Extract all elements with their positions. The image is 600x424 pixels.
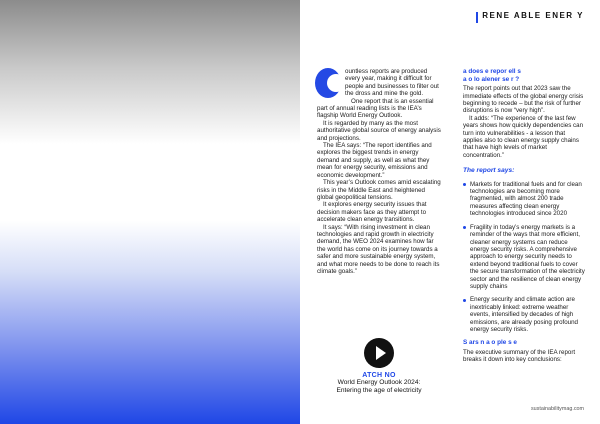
intro-text: ountless reports are produced every year, making it difficult for people and businesses to filter out the dross and mine the gold. [345,68,439,98]
video-title-line1: World Energy Outlook 2024: [337,379,421,386]
intro-paragraph [317,68,442,98]
bullet-icon [463,299,466,302]
play-icon[interactable] [364,338,394,368]
paragraph: The report points out that 2023 saw the immediate effects of the global energy crisis beginning to recede – but the risk of further disruptions is now “very high”. [463,85,584,115]
video-title-line2: Entering the age of electricity [336,387,422,394]
list-item: Markets for traditional fuels and for clean technologies are becoming more fragmented, with almost 200 trade measures affecting clean energy technologies introduced since 2020 [463,181,585,218]
paragraph: It adds: “The experience of the last few years shows how quickly dependencies can turn into vulnerabilities - a lesson that applies also to clean energy supply chains that have high levels of market concentration.” [463,114,584,159]
paragraph: It explores energy security issues that decision makers face as they attempt to accelerate clean energy transitions. [317,201,427,224]
report-says-heading: The report says: [463,167,515,175]
closing-paragraph: The executive summary of the IEA report breaks it down into key conclusions: [463,348,576,364]
paragraph: It says: “With rising investment in clean technologies and rapid growth in electricity demand, the WEO 2024 examines how far the world has come on its journey towards a safer and more sustainable energy system, and what more needs to be done to reach its climate goals.” [317,223,440,275]
paragraph: The IEA says: “The report identifies and explores the biggest trends in energy demand and supply, as well as what they mean for energy security, emissions and economic development.” [317,142,432,179]
watch-now-label[interactable]: ATCH NO [362,372,396,379]
paragraph: One report that is an essential part of annual reading lists is the IEA’s flagship World Energy Outlook. [317,97,434,120]
list-item: Energy security and climate action are inextricably linked: extreme weather events, intensified by decades of high emissions, are already posing profound energy security risks. [463,296,585,333]
article-left-column [317,68,442,275]
subheading: S ars n a o ple s e [463,339,517,347]
header-accent-bar [476,12,478,23]
section-title: RENE ABLE ENER Y [482,11,584,20]
list-item: Fragility in today’s energy markets is a reminder of the ways that more efficient, cleaner energy systems can reduce energy security risks. A comprehensive approach to energy security needs to extend beyond traditional fuels to cover the secure transformation of the electricity sector and the resilience of clean energy supply chains [463,224,585,291]
paragraph: It is regarded by many as the most authoritative global source of energy analysis and projections. [317,119,441,142]
site-url: sustainabilitymag.com [530,406,584,412]
dropcap-c-icon [315,68,341,98]
paragraph: This year’s Outlook comes amid escalating risks in the Middle East and heightened global geopolitical tensions. [317,179,441,201]
question-heading [463,68,585,83]
question-line: a does e repor ell s [463,68,521,75]
bullet-icon [463,226,466,229]
bullet-icon [463,183,466,186]
report-bullet-list [463,181,585,334]
video-link[interactable] [318,338,440,395]
article-right-column [463,68,585,364]
question-line: a o lo alener se r ? [463,75,520,83]
